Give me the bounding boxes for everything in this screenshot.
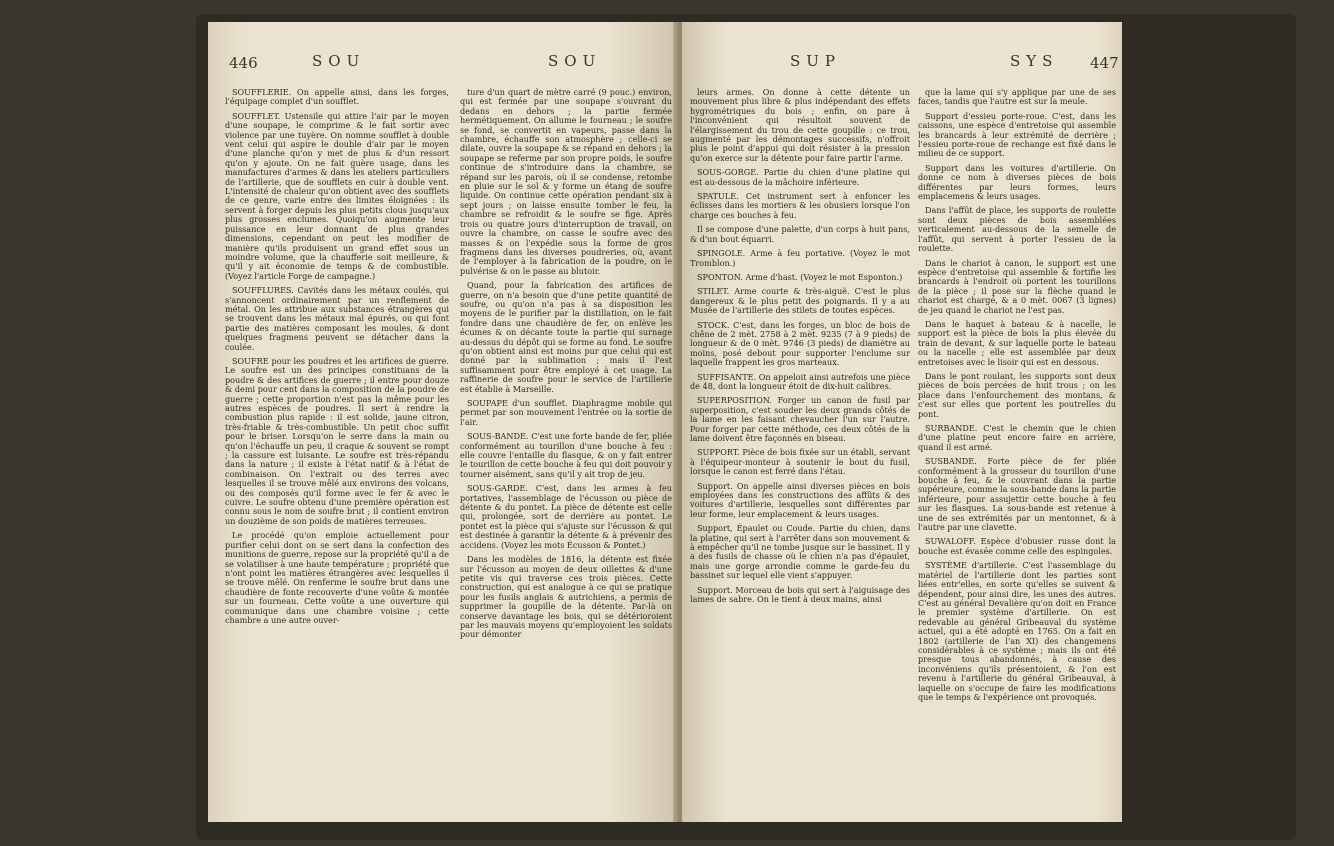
paragraph: SUPPORT. Pièce de bois fixée sur un établi, servant à l'équipeur-monteur à soutenir le bout du fusil, lorsque le canon est ferré dans l'étau. bbox=[690, 447, 910, 477]
paragraph: que la lame qui s'y applique par une de ses faces, tandis que l'autre est sur la meule. bbox=[918, 87, 1116, 107]
paragraph: SOUFFLURES. Cavités dans les métaux coulés, qui s'annoncent ordinairement par un renflement de métal. On les attribue aux substances étrangères qui se trouvent dans les métaux mal épurés, ou qui font partie des matières composant les moules, & dont quelques fragmens peuvent se détacher dans la coulée. bbox=[225, 285, 449, 352]
right-page-column-1 bbox=[690, 88, 910, 823]
paragraph: ture d'un quart de mètre carré (9 pouc.) environ, qui est fermée par une soupape s'ouvrant du dedans en dehors ; la partie fermée hermétiquement. On allume le fourneau ; le soufre se fond, se convertit en vapeurs, passe dans la chambre, échauffe son atmosphère ; celle-ci se dilate, ouvre la soupape & se répand en dehors ; la soupape se referme par son propre poids, le soufre continue de s'introduire dans la chambre, se répand sur les parois, où il se condense, retombe en pluie sur le sol & y forme un étang de soufre liquide. On continue cette opération pendant six à sept jours ; on laisse ensuite tomber le feu, la chambre se refroidit & le soufre se fige. Après trois ou quatre jours d'interruption de travail, on ouvre la chambre, on casse le soufre avec des masses & on l'expédie sous la forme de gros fragmens dans les diverses poudreries, où, avant de l'employer à la fabrication de la poudre, on le pulvérise & on le passe au blutoir. bbox=[460, 87, 672, 276]
paragraph: Dans l'affût de place, les supports de roulette sont deux pièces de bois assemblées verticalement au-dessous de la semelle de l'affût, qui servent à porter l'essieu de la roulette. bbox=[918, 205, 1116, 254]
paragraph: Dans le pont roulant, les supports sont deux pièces de bois percées de huit trous ; on les place dans l'enfourchement des montans, & c'est sur elles que portent les poutrelles du pont. bbox=[918, 370, 1116, 419]
paragraph: Support dans les voitures d'artillerie. On donne ce nom à diverses pièces de bois différentes par leurs formes, leurs emplacemens & leurs usages. bbox=[918, 162, 1116, 202]
paragraph: Support d'essieu porte-roue. C'est, dans les caissons, une espèce d'entretoise qui assemble les brancards à leur extrémité de derrière ; l'essieu porte-roue de rechange est fixé dans le milieu de ce support. bbox=[918, 110, 1116, 159]
paragraph: SOUFRE pour les poudres et les artifices de guerre. Le soufre est un des principes constituans de la poudre & des artifices de guerre ; il entre pour douze & demi pour cent dans la composition de la poudre de guerre ; cette proportion n'est pas la même pour les autres espèces de poudres. Il sert à rendre la combustion plus rapide : il est solide, jaune citron, très-friable & très-combustible. Un petit choc suffit pour le briser. Lorsqu'on le serre dans la main ou qu'on l'échauffe un peu, il craque & souvent se rompt ; la cassure est luisante. Le soufre est très-répandu dans la nature ; il existe à l'état natif & à l'état de combinaison. On l'extrait ou des terres avec lesquelles il se trouve mêlé aux environs des volcans, ou des composés qu'il forme avec le fer & avec le cuivre. Le soufre obtenu d'une première opération est connu sous le nom de soufre brut ; il contient environ un douzième de son poids de matières terreuses. bbox=[225, 355, 449, 526]
paragraph: SPINGOLE. Arme à feu portative. (Voyez le mot Tromblon.) bbox=[690, 248, 910, 268]
paragraph: Dans le chariot à canon, le support est une espèce d'entretoise qui assemble & fortifie les brancards à l'endroit où portent les tourillons de la pièce ; il pose sur la flèche quand le chariot est chargé, & a 0 mèt. 0067 (3 lignes) de jeu quand le chariot ne l'est pas. bbox=[918, 257, 1116, 315]
left-header-left: SOU bbox=[312, 52, 366, 70]
right-page-number: 447 bbox=[1090, 54, 1119, 72]
paragraph: SOUS-BANDE. C'est une forte bande de fer, pliée conformément au tourillon d'une bouche à feu : elle couvre l'entaille du flasque, & on y fait entrer le tourillon de cette bouche à feu qui doit pouvoir y tourner aisément, sans qu'il y ait trop de jeu. bbox=[460, 431, 672, 479]
left-page-column-2 bbox=[460, 88, 672, 823]
paragraph: SUWALOFF. Espèce d'obusier russe dont la bouche est évasée comme celle des espingoles. bbox=[918, 536, 1116, 556]
paragraph: SPATULE. Cet instrument sert à enfoncer les éclisses dans les mortiers & les obusiers lorsque l'on charge ces bouches à feu. bbox=[690, 191, 910, 220]
paragraph: SOUPAPE d'un soufflet. Diaphragme mobile qui permet par son mouvement l'entrée ou la sortie de l'air. bbox=[460, 398, 672, 427]
paragraph: SOUFFLERIE. On appelle ainsi, dans les forges, l'équipage complet d'un soufflet. bbox=[225, 87, 449, 107]
paragraph: SOUS-GORGE. Partie du chien d'une platine qui est au-dessous de la mâchoire inférieure. bbox=[690, 167, 910, 187]
paragraph: Il se compose d'une palette, d'un corps à huit pans, & d'un bout équarri. bbox=[690, 224, 910, 244]
right-header-left: SUP bbox=[790, 52, 842, 70]
left-header-right: SOU bbox=[548, 52, 602, 70]
paragraph: Support. On appelle ainsi diverses pièces en bois employées dans les constructions des affûts & des voitures d'artillerie, lesquelles sont différentes par leur forme, leur emplacement & leurs usages. bbox=[690, 480, 910, 519]
paragraph: Support. Morceau de bois qui sert à l'aiguisage des lames de sabre. On le tient à deux mains, ainsi bbox=[690, 584, 910, 605]
paragraph: Support, Épaulet ou Coude. Partie du chien, dans la platine, qui sert à l'arrêter dans son mouvement & à empêcher qu'il ne tombe jusque sur le bassinet. Il y a des fusils de chasse où le chien n'a pas d'épaulet, mais une gorge arrondie comme le garde-feu du bassinet sur lequel elle vient s'appuyer. bbox=[690, 523, 910, 581]
paragraph: SUFFISANTE. On appeloit ainsi autrefois une pièce de 48, dont la longueur étoit de dix-huit calibres. bbox=[690, 371, 910, 391]
paragraph: SOUS-GARDE. C'est, dans les armes à feu portatives, l'assemblage de l'écusson ou pièce de détente & du pontet. La pièce de détente est celle qui, prolongée, sort de derrière au pontet. Le pontet est la pièce qui s'ajuste sur l'écusson & qui est destinée à garantir la détente & à prévenir des accidens. (Voyez les mots Écusson & Pontet.) bbox=[460, 483, 672, 550]
paragraph: Le procédé qu'on emploie actuellement pour purifier celui dont on se sert dans la confection des munitions de guerre, repose sur la propriété qu'il a de se volatiliser à une haute température ; propriété que n'ont point les matières étrangères avec lesquelles il se trouve mêlé. On renferme le soufre brut dans une chaudière de fonte recouverte d'une voûte & montée sur un fourneau. Cette voûte a une ouverture qui communique dans une chambre voisine ; cette chambre a une autre ouver- bbox=[225, 530, 449, 625]
paragraph: STOCK. C'est, dans les forges, un bloc de bois de chêne de 2 mèt. 2758 à 2 mèt. 9235 (7 à 9 pieds) de longueur & de 0 mèt. 9746 (3 pieds) de diamètre au moins, posé debout pour supporter l'enclume sur laquelle frappent les gros marteaux. bbox=[690, 319, 910, 368]
right-page-column-2 bbox=[918, 88, 1116, 823]
left-page-number: 446 bbox=[229, 54, 258, 72]
paragraph: SOUFFLET. Ustensile qui attire l'air par le moyen d'une soupape, le comprime & le fait sortir avec violence par une tuyère. On nomme soufflet à double vent celui qui aspire le double d'air par le moyen d'une planche qu'on y met de plus & d'un ressort qu'on y ajoute. On ne fait guère usage, dans les manufactures d'armes & dans les ateliers particuliers de l'artillerie, que de soufflets en cuir à double vent. L'intensité de chaleur qu'on obtient avec des soufflets de ce genre, varie entre des limites éloignées : ils servent à forger depuis les plus petits clous jusqu'aux plus grosses enclumes. Quoiqu'on augmente leur puissance en leur donnant de plus grandes dimensions, cependant on peut les modifier de manière qu'ils produisent un grand effet sous un moindre volume, que la chaufferie soit meilleure, & qu'il y ait économie de temps & de combustible. (Voyez l'article Forge de campagne.) bbox=[225, 110, 449, 281]
paragraph: SURBANDE. C'est le chemin que le chien d'une platine peut encore faire en arrière, quand il est armé. bbox=[918, 423, 1116, 452]
left-page-column-1 bbox=[225, 88, 449, 823]
paragraph: SUSBANDE. Forte pièce de fer pliée conformément à la grosseur du tourillon d'une bouche à feu, & le couvrant dans la partie supérieure, comme la sous-bande dans la partie inférieure, pour assujettir cette bouche à feu sur les flasques. La sous-bande est retenue à une de ses extrémités par un mentonnet, & à l'autre par une clavette. bbox=[918, 456, 1116, 533]
paragraph: Dans le haquet à bateau & à nacelle, le support est la pièce de bois la plus élevée du train de devant, & sur laquelle porte le bateau ou la nacelle ; elle est assemblée par deux entretoises avec le lisoir qui est en dessous. bbox=[918, 318, 1116, 367]
paragraph: STILET. Arme courte & très-aiguë. C'est le plus dangereux & le plus petit des poignards. Il y a au Musée de l'artillerie des stilets de toutes espèces. bbox=[690, 286, 910, 316]
paragraph: leurs armes. On donne à cette détente un mouvement plus libre & plus indépendant des effets hygrométriques du bois ; enfin, on pare à l'inconvénient qui résultoit souvent de l'élargissement du trou de cette goupille : ce trou, augmenté par les démontages successifs, n'offroit plus le point d'appui qui doit résister à la pression qu'on exerce sur la détente pour faire partir l'arme. bbox=[690, 87, 910, 163]
paragraph: SUPERPOSITION. Forger un canon de fusil par superposition, c'est souder les deux grands côtés de la lame en les faisant chevaucher l'un sur l'autre. Pour forger par cette méthode, ces deux côtés de la lame doivent être façonnés en biseau. bbox=[690, 395, 910, 443]
paragraph: Quand, pour la fabrication des artifices de guerre, on n'a besoin que d'une petite quantité de soufre, ou qu'on n'a pas à sa disposition les moyens de le purifier par la distillation, on le fait fondre dans une chaudière de fer, on enlève les écumes & on décante toute la partie qui surnage au-dessus du dépôt qui se forme au fond. Le soufre qu'on obtient ainsi est moins pur que celui qui est donné par la sublimation ; mais il l'est suffisamment pour être employé à cet usage. La raffinerie de soufre pour le service de l'artillerie est établie à Marseille. bbox=[460, 280, 672, 394]
right-header-right: SYS bbox=[1010, 52, 1059, 70]
paragraph: SPONTON. Arme d'hast. (Voyez le mot Esponton.) bbox=[697, 271, 903, 282]
paragraph: Dans les modèles de 1816, la détente est fixée sur l'écusson au moyen de deux oillettes & d'une petite vis qui traverse ces trois pièces. Cette construction, qui est analogue à ce qui se pratique pour les fusils anglais & autrichiens, a permis de supprimer la goupille de la détente. Par-là on conserve davantage les bois, qui se détérioroient par les mauvais moyens qu'employoient les soldats pour démonter bbox=[460, 554, 672, 640]
paragraph: SYSTÈME d'artillerie. C'est l'assemblage du matériel de l'artillerie dont les parties sont liées entr'elles, en sorte qu'elles se suivent & dépendent, pour ainsi dire, les unes des autres. C'est au général Devalière qu'on doit en France le premier système d'artillerie. On est redevable au général Gribeauval du système actuel, qui a été adopté en 1765. On a fait en 1802 (artillerie de l'an XI) des changemens considérables à ce système ; mais ils ont été presque tous abandonnés, à cause des inconvéniens qu'ils présentoient, & l'on est revenu à l'artillerie du général Gribeauval, à laquelle on s'occupe de faire les modifications que le temps & l'expérience ont provoqués. bbox=[918, 560, 1116, 702]
